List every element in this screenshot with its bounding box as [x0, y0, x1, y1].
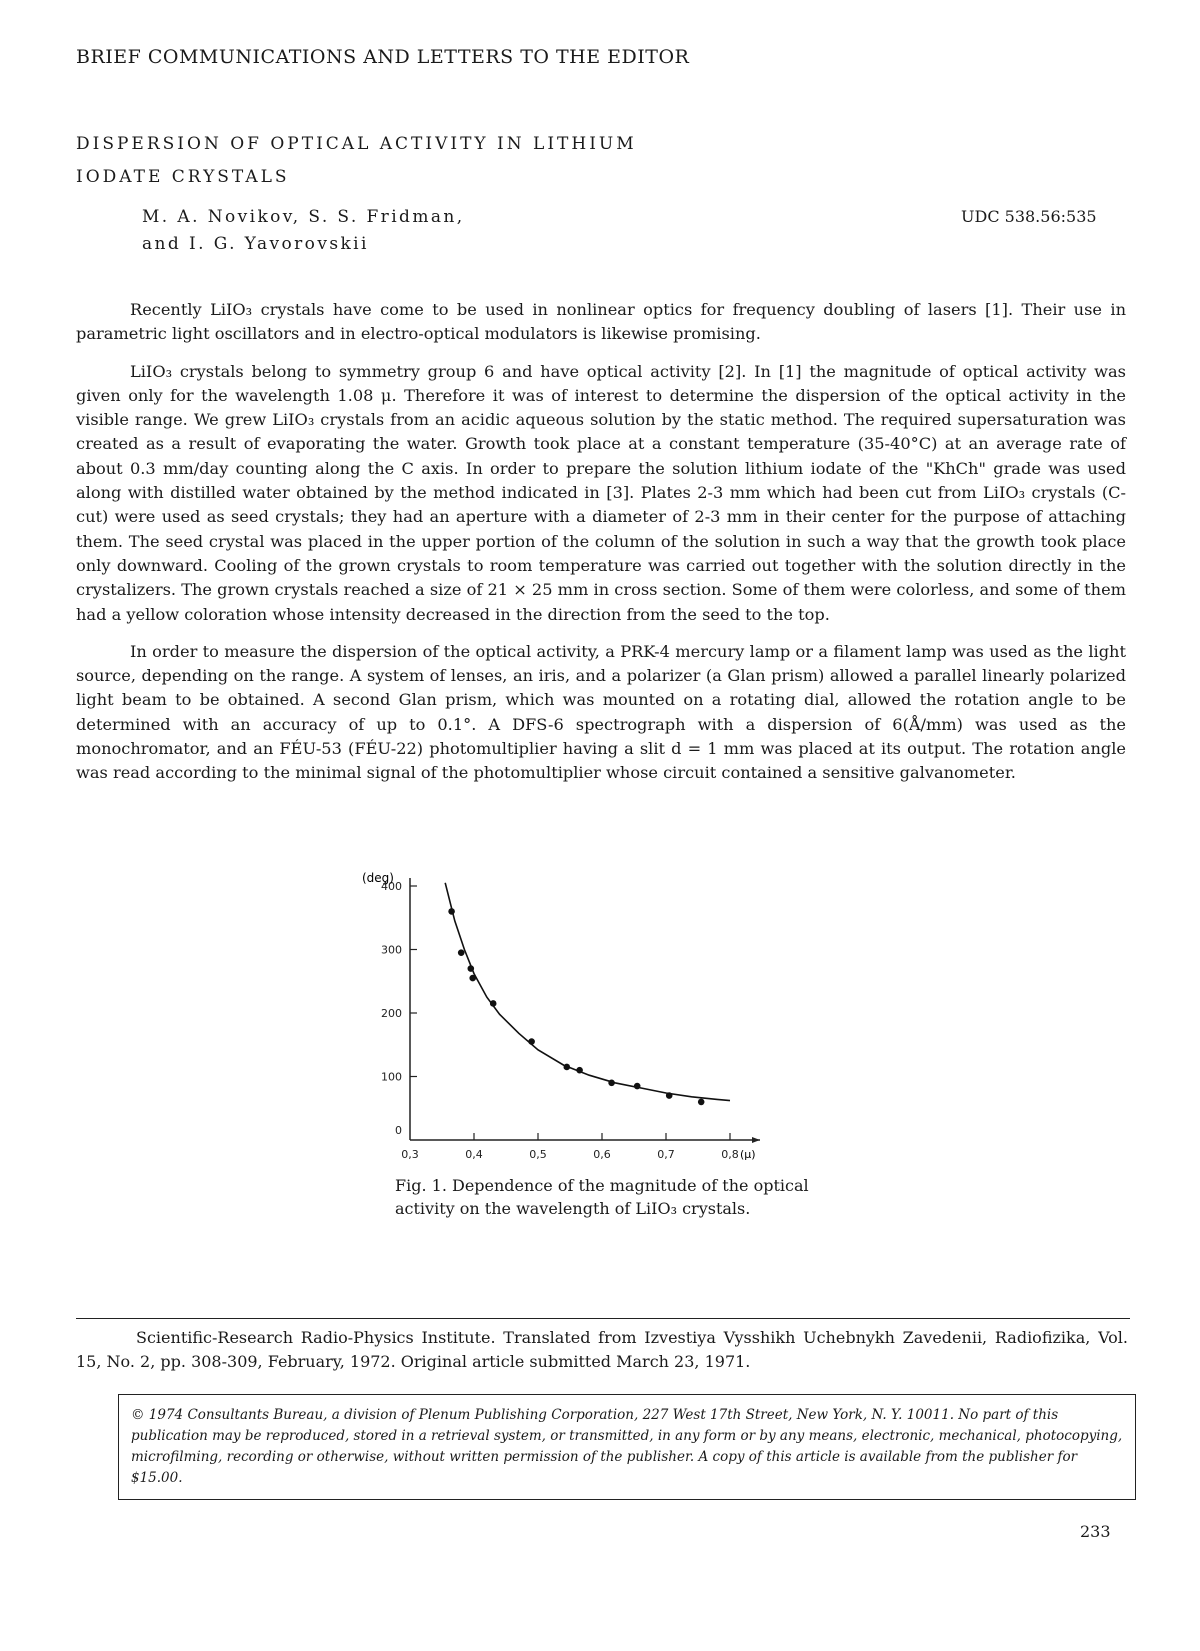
chart-points-layer	[448, 908, 704, 1105]
y-tick-label: 100	[381, 1070, 402, 1084]
x-axis-label: (μ)	[740, 1148, 756, 1161]
data-point	[469, 975, 476, 982]
y-tick-label: 400	[381, 880, 402, 893]
y-tick-label: 200	[381, 1007, 402, 1020]
title-line-2: IODATE CRYSTALS	[76, 167, 290, 187]
copyright-notice: © 1974 Consultants Bureau, a division of Plenum Publishing Corporation, 227 West 17th Street, New York, N. Y. 10011. No part of this publication may be reproduced, stored in a retrieval system, or transmitted, in any form or by any means, electronic, mechanical, photocopying, microfilming, recording or otherwise, without written permission of the publisher. A copy of this article is available from the publisher for $15.00.	[118, 1394, 1136, 1500]
data-point	[666, 1092, 673, 1099]
chart-ticks	[381, 880, 739, 1161]
chart-curve-layer	[445, 883, 730, 1101]
x-tick-label: 0,7	[657, 1148, 675, 1161]
x-tick-label: 0,3	[401, 1148, 419, 1161]
authors-line-1: M. A. Novikov, S. S. Fridman,	[142, 207, 465, 227]
article-title	[76, 128, 637, 194]
x-axis-arrow	[752, 1137, 760, 1143]
data-point	[634, 1083, 641, 1090]
paragraph-1: Recently LiIO₃ crystals have come to be used in nonlinear optics for frequency doubling of lasers [1]. Their use in parametric light oscillators and in electro-optical modulators is likewise promising.	[76, 300, 1126, 344]
title-line-1: DISPERSION OF OPTICAL ACTIVITY IN LITHIUM	[76, 134, 637, 154]
page-number: 233	[1080, 1522, 1111, 1541]
figure-1-chart	[362, 866, 810, 1226]
footnote: Scientific-Research Radio-Physics Institute. Translated from Izvestiya Vysshikh Uchebnykh Zavedenii, Radiofizika, Vol. 15, No. 2, pp. 308-309, February, 1972. Original article submitted March 23, 1971.	[76, 1328, 1128, 1371]
data-point	[490, 1000, 497, 1007]
article-body	[76, 298, 1126, 799]
y-axis-label: (deg)	[362, 871, 394, 885]
x-tick-label: 0,6	[593, 1148, 611, 1161]
footnote-divider	[76, 1318, 1130, 1319]
fitted-curve	[445, 883, 730, 1101]
authors-line-2: and I. G. Yavorovskii	[142, 234, 369, 254]
paragraph-3: In order to measure the dispersion of the optical activity, a PRK-4 mercury lamp or a filament lamp was used as the light source, depending on the range. A system of lenses, an iris, and a polarizer (a Glan prism) allowed a parallel linearly polarized light beam to be obtained. A second Glan prism, which was mounted on a rotating dial, allowed the rotation angle to be determined with an accuracy of up to 0.1°. A DFS-6 spectrograph with a dispersion of 6(Å/mm) was used as the monochromator, and an FÉU-53 (FÉU-22) photomultiplier having a slit d = 1 mm was placed at its output. The rotation angle was read according to the minimal signal of the photomultiplier whose circuit contained a sensitive galvanometer.	[76, 641, 1126, 783]
y-tick-label: 300	[381, 943, 402, 957]
x-tick-label: 0,5	[529, 1148, 547, 1161]
data-point	[698, 1099, 705, 1106]
data-point	[564, 1064, 571, 1071]
chart-axes	[410, 878, 760, 1143]
figure-caption: Fig. 1. Dependence of the magnitude of the optical activity on the wavelength of LiIO₃ crystals.	[395, 1176, 809, 1218]
paragraph-2: LiIO₃ crystals belong to symmetry group 6 and have optical activity [2]. In [1] the magnitude of optical activity was given only for the wavelength 1.08 μ. Therefore it was of interest to determine the dispersion of the optical activity in the visible range. We grew LiIO₃ crystals from an acidic aqueous solution by the static method. The required supersaturation was created as a result of evaporating the water. Growth took place at a constant temperature (35-40°C) at an average rate of about 0.3 mm/day counting along the C axis. In order to prepare the solution lithium iodate of the "KhCh" grade was used along with distilled water obtained by the method indicated in [3]. Plates 2-3 mm which had been cut from LiIO₃ crystals (C-cut) were used as seed crystals; they had an aperture with a diameter of 2-3 mm in their center for the purpose of attaching them. The seed crystal was placed in the upper portion of the column of the solution in such a way that the growth took place only downward. Cooling of the grown crystals to room temperature was carried out together with the solution directly in the crystalizers. The grown crystals reached a size of 21 × 25 mm in cross section. Some of them were colorless, and some of them had a yellow coloration whose intensity decreased in the direction from the seed to the top.	[76, 361, 1126, 624]
udc-code: UDC 538.56:535	[961, 207, 1097, 226]
x-tick-label: 0,8	[721, 1148, 739, 1161]
data-point	[576, 1067, 583, 1074]
data-point	[448, 908, 455, 915]
section-header: BRIEF COMMUNICATIONS AND LETTERS TO THE EDITOR	[76, 46, 690, 68]
data-point	[468, 965, 475, 972]
data-point	[528, 1038, 535, 1045]
data-point	[458, 949, 465, 956]
x-tick-label: 0,4	[465, 1148, 483, 1161]
authors	[142, 204, 465, 258]
y-tick-label: 0	[395, 1124, 402, 1137]
data-point	[608, 1080, 615, 1087]
